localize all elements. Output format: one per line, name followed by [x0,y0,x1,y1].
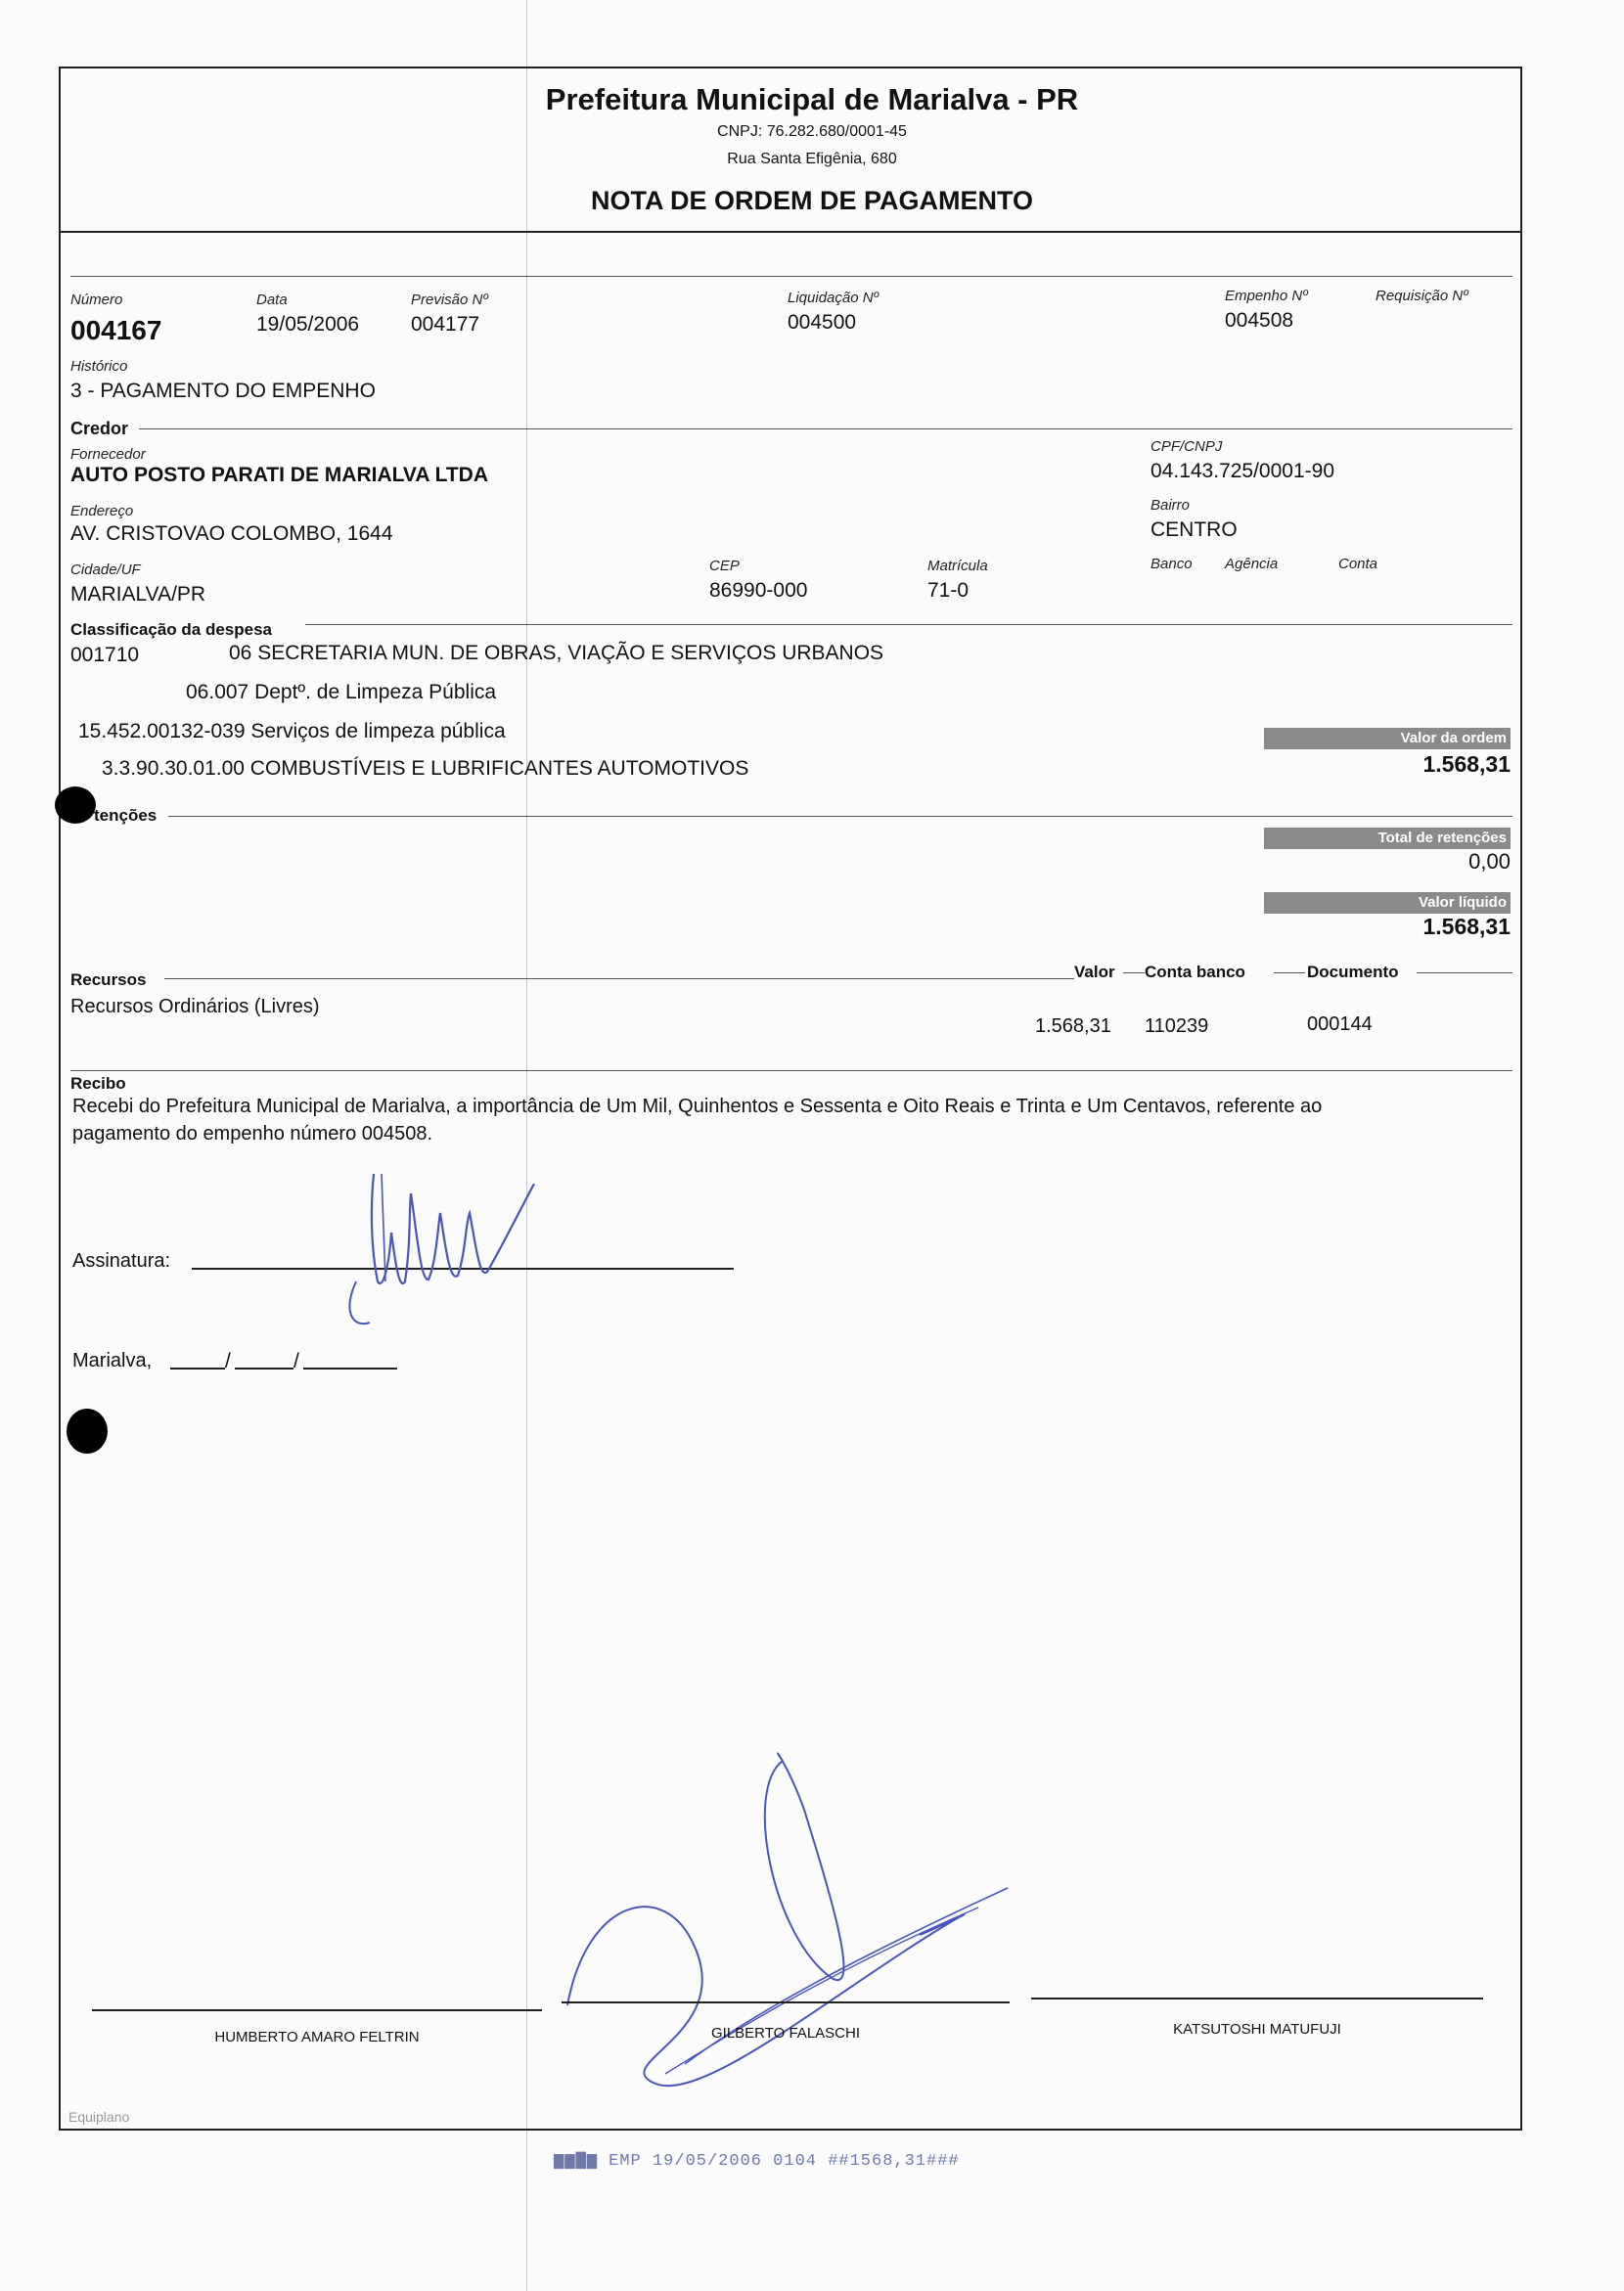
cpf-value: 04.143.725/0001-90 [1150,460,1335,482]
cep-label: CEP [709,558,740,574]
cidade-label: Cidade/UF [70,562,141,578]
signatory-2: GILBERTO FALASCHI [711,2025,860,2042]
recursos-rule [164,978,1074,979]
page-title: Prefeitura Municipal de Marialva - PR [545,82,1079,116]
fields-top-rule [70,276,1512,277]
punch-hole-mark [55,786,96,824]
previsao-label: Previsão Nº [411,292,488,308]
local-label: Marialva, [72,1350,153,1371]
credor-rule [139,428,1512,429]
bairro-value: CENTRO [1150,518,1238,541]
recursos-rule-2 [1123,972,1145,973]
valor-liquido-value: 1.568,31 [1422,914,1511,939]
retencoes-section: tenções [94,806,158,825]
cidade-value: MARIALVA/PR [70,583,206,606]
classificacao-code: 001710 [70,644,140,666]
liquidacao-label: Liquidação Nº [788,290,880,306]
classificacao-line2: 06.007 Deptº. de Limpeza Pública [186,681,497,703]
total-retencoes-bar: Total de retenções [1264,828,1511,849]
handwritten-signature-falaschi [548,1751,1017,2103]
data-label: Data [256,292,288,308]
banco-label: Banco [1150,556,1193,572]
classificacao-line1: 06 SECRETARIA MUN. DE OBRAS, VIAÇÃO E SERVIÇOS URBANOS [229,642,884,664]
recursos-documento: 000144 [1307,1013,1373,1035]
previsao-value: 004177 [411,313,480,336]
historico-value: 3 - PAGAMENTO DO EMPENHO [70,380,376,402]
recursos-section: Recursos [70,970,147,989]
empenho-label: Empenho Nº [1225,288,1308,304]
recibo-text-line1: Recebi do Prefeitura Municipal de Marialva, a importância de Um Mil, Quinhentos e Sessenta e Oito Reais e Trinta e Um Centavos, referente ao [72,1096,1323,1117]
agencia-label: Agência [1225,556,1279,572]
date-line-month [235,1368,293,1370]
total-retencoes-value: 0,00 [1468,849,1511,874]
valor-ordem-value: 1.568,31 [1422,751,1511,777]
historico-label: Histórico [70,358,128,375]
retencoes-rule [168,816,1512,817]
date-slash-1: / [225,1350,231,1372]
address-line: Rua Santa Efigênia, 680 [727,151,897,167]
bank-stamp [554,2150,960,2171]
handwritten-signature-recibo [293,1154,567,1330]
fornecedor-label: Fornecedor [70,446,146,463]
recursos-conta-label: Conta banco [1145,963,1245,981]
signature-line-3 [1031,1998,1483,1999]
cnpj-line: CNPJ: 76.282.680/0001-45 [717,123,907,140]
recursos-descricao: Recursos Ordinários (Livres) [70,996,320,1017]
header-divider [59,231,1522,233]
document-title: NOTA DE ORDEM DE PAGAMENTO [590,186,1033,215]
fornecedor-value: AUTO POSTO PARATI DE MARIALVA LTDA [70,464,488,486]
classificacao-line4: 3.3.90.30.01.00 COMBUSTÍVEIS E LUBRIFICANTES AUTOMOTIVOS [102,757,749,780]
recursos-valor: 1.568,31 [1035,1015,1111,1037]
signature-line-2 [562,2001,1010,2003]
cpf-label: CPF/CNPJ [1150,438,1223,455]
recursos-valor-label: Valor [1074,963,1115,981]
recursos-conta: 110239 [1145,1015,1209,1037]
date-line-day [170,1368,225,1370]
assinatura-label: Assinatura: [72,1250,171,1272]
date-line-year [303,1368,397,1370]
matricula-value: 71-0 [927,579,970,602]
punch-hole-mark-2 [67,1409,108,1454]
credor-section: Credor [70,419,129,438]
recursos-bottom-rule [70,1070,1512,1071]
requisicao-label: Requisição Nº [1376,288,1468,304]
signature-line-1 [92,2009,542,2011]
date-slash-2: / [293,1350,299,1372]
empenho-value: 004508 [1225,309,1294,332]
valor-liquido-bar: Valor líquido [1264,892,1511,914]
liquidacao-value: 004500 [788,311,857,334]
recursos-documento-label: Documento [1307,963,1399,981]
recursos-rule-3 [1274,972,1305,973]
matricula-label: Matrícula [927,558,988,574]
classificacao-section: Classificação da despesa [70,620,273,639]
bairro-label: Bairro [1150,497,1191,514]
numero-value: 004167 [70,315,162,345]
classificacao-rule [305,624,1512,625]
endereco-label: Endereço [70,503,134,519]
endereco-value: AV. CRISTOVAO COLOMBO, 1644 [70,522,393,545]
data-value: 19/05/2006 [256,313,360,336]
signatory-1: HUMBERTO AMARO FELTRIN [214,2029,420,2045]
recibo-section: Recibo [70,1074,126,1093]
stamp-logo-icon: ▆▆▇▆ [554,2152,598,2171]
stamp-text: EMP 19/05/2006 0104 ##1568,31### [609,2152,960,2171]
conta-label: Conta [1338,556,1378,572]
valor-ordem-bar: Valor da ordem [1264,728,1511,749]
recibo-text-line2: pagamento do empenho número 004508. [72,1123,433,1145]
cep-value: 86990-000 [709,579,808,602]
signatory-3: KATSUTOSHI MATUFUJI [1173,2021,1341,2038]
classificacao-line3: 15.452.00132-039 Serviços de limpeza pública [78,720,506,742]
equiplano-brand: Equiplano [68,2109,130,2125]
recursos-rule-4 [1417,972,1512,973]
numero-label: Número [70,292,123,308]
